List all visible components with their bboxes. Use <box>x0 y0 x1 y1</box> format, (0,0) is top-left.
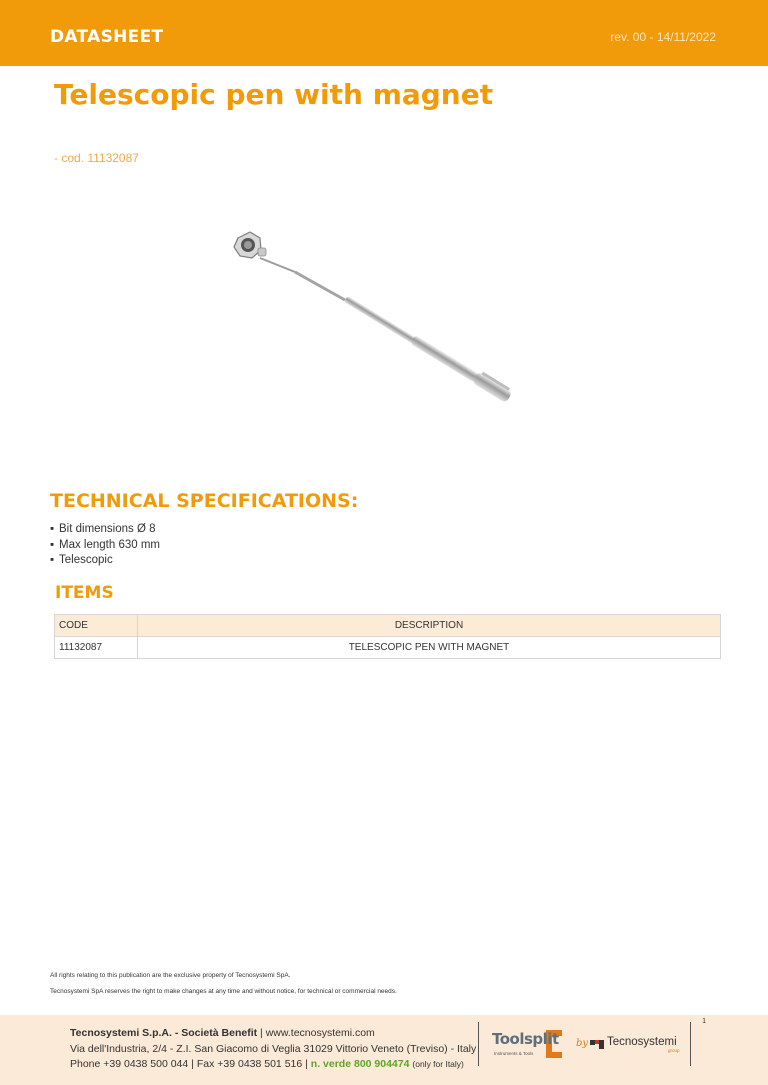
tecnosystemi-logo: Tecnosystemi <box>607 1036 677 1048</box>
fax-number: Fax +39 0438 501 516 <box>196 1058 303 1070</box>
toolsplit-logo: Toolsplit <box>492 1030 559 1048</box>
separator: | <box>260 1027 263 1039</box>
toolsplit-tagline: Instruments & Tools <box>494 1051 534 1056</box>
company-info <box>70 1026 476 1073</box>
legal-notice-property: All rights relating to this publication are the exclusive property of Tecnosystemi SpA. <box>50 972 291 979</box>
logo-by: by <box>576 1038 589 1049</box>
bullet-icon: ▪ <box>50 523 55 535</box>
spec-text: Telescopic <box>59 554 113 566</box>
toll-free-number: n. verde 800 904474 <box>310 1058 410 1070</box>
footer-divider <box>478 1022 479 1066</box>
revision-date: rev. 00 - 14/11/2022 <box>610 30 716 44</box>
tecnosystemi-logo-icon <box>590 1038 604 1050</box>
phone-number: Phone +39 0438 500 044 <box>70 1058 189 1070</box>
page-number: 1 <box>702 1018 706 1025</box>
cell-code: 11132087 <box>55 637 138 659</box>
company-name: Tecnosystemi S.p.A. - Società Benefit <box>70 1027 258 1039</box>
spec-list <box>50 522 160 569</box>
spec-text: Bit dimensions Ø 8 <box>59 523 156 535</box>
page-title: Telescopic pen with magnet <box>54 78 494 111</box>
table-row <box>55 637 721 659</box>
separator: | <box>191 1058 194 1070</box>
column-header-code: CODE <box>55 615 138 637</box>
product-code: - cod. 11132087 <box>54 151 139 165</box>
list-item <box>50 522 160 538</box>
company-address: Via dell'Industria, 2/4 - Z.I. San Giacomo di Veglia 31029 Vittorio Veneto (Treviso) - Italy <box>70 1042 477 1055</box>
separator: | <box>305 1058 308 1070</box>
items-table <box>54 614 721 659</box>
legal-notice-changes: Tecnosystemi SpA reserves the right to make changes at any time and without notice, for technical or commercial needs. <box>50 988 397 995</box>
product-image <box>220 220 540 445</box>
table-header-row <box>55 615 721 637</box>
tecnosystemi-group: group <box>668 1048 680 1053</box>
footer-divider <box>690 1022 691 1066</box>
website-link[interactable]: www.tecnosystemi.com <box>265 1027 375 1039</box>
datasheet-label: DATASHEET <box>50 27 164 47</box>
list-item <box>50 553 160 569</box>
bullet-icon: ▪ <box>50 554 55 566</box>
technical-specifications-heading: TECHNICAL SPECIFICATIONS: <box>50 490 359 512</box>
column-header-description: DESCRIPTION <box>138 615 721 637</box>
cell-description: TELESCOPIC PEN WITH MAGNET <box>138 637 721 659</box>
bullet-icon: ▪ <box>50 538 55 551</box>
spec-text: Max length 630 mm <box>59 538 160 551</box>
list-item <box>50 538 160 554</box>
toll-free-note: (only for Italy) <box>412 1059 464 1069</box>
items-heading: ITEMS <box>55 583 114 603</box>
